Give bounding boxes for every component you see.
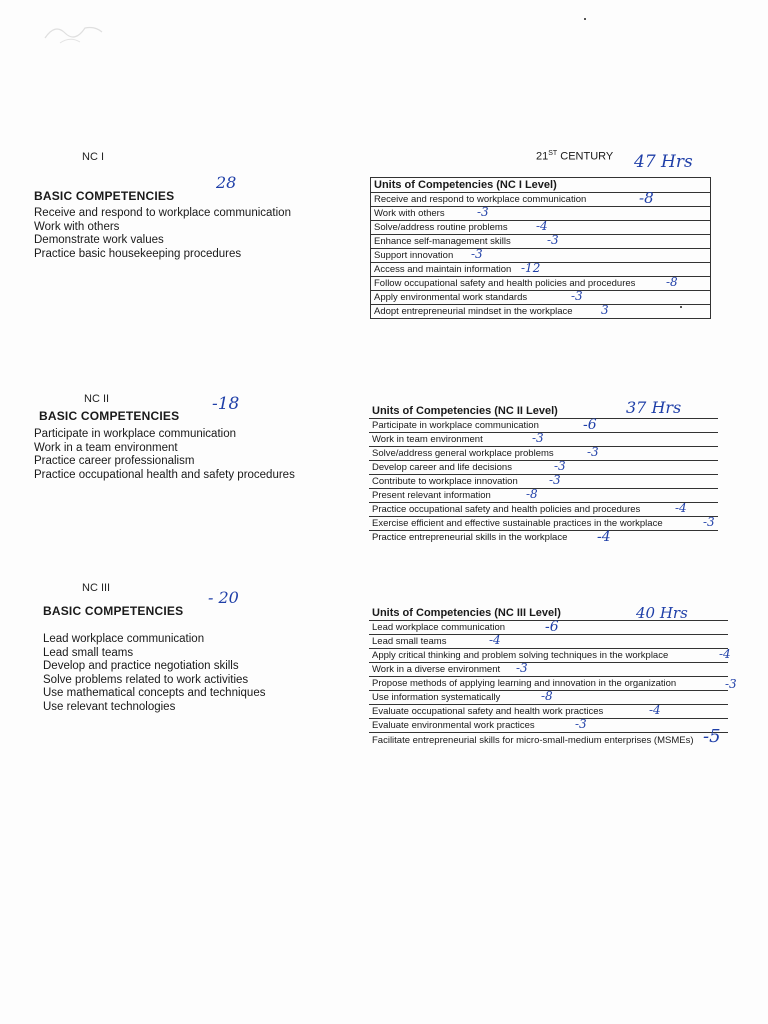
- table-row: Access and maintain information -12: [374, 261, 541, 275]
- table-row: Use information systematically -8: [372, 689, 553, 703]
- table-row: Follow occupational safety and health policies and procedures -8: [374, 275, 678, 289]
- table-row: Exercise efficient and effective sustainable practices in the workplace -3: [372, 515, 715, 529]
- nc3-basic-list: [43, 633, 265, 715]
- table-row: Apply critical thinking and problem solving techniques in the workplace -4: [372, 647, 731, 661]
- table-row: Work in team environment -3: [372, 431, 544, 445]
- scribble-mark: [40, 18, 110, 48]
- table-title: Units of Competencies (NC I Level): [374, 179, 557, 191]
- nc1-table-hours-note: 47 Hrs: [634, 152, 693, 172]
- table-row: Solve/address general workplace problems -3: [372, 445, 599, 459]
- list-item: Demonstrate work values: [34, 234, 164, 247]
- nc2-level-label: NC II: [84, 393, 110, 405]
- stray-dot: [680, 306, 682, 308]
- table-row: Present relevant information -8: [372, 487, 538, 501]
- nc3-level-label: NC III: [82, 582, 111, 594]
- list-item: Lead small teams: [43, 646, 134, 659]
- table-row: Develop career and life decisions -3: [372, 459, 566, 473]
- list-item: Receive and respond to workplace communication: [34, 207, 291, 219]
- table-row: Participate in workplace communication -6: [372, 417, 597, 433]
- table-row: Practice occupational safety and health policies and procedures -4: [372, 501, 687, 515]
- nc1-basic-heading: BASIC COMPETENCIES: [34, 189, 175, 203]
- nc2-table-hours-note: 37 Hrs: [626, 398, 682, 417]
- table-row: Support innovation -3: [374, 247, 483, 261]
- table-row: Evaluate environmental work practices -3: [372, 717, 587, 731]
- table-row: Contribute to workplace innovation -3: [372, 473, 561, 487]
- list-item: Practice occupational health and safety procedures: [34, 468, 295, 481]
- table-title: Units of Competencies (NC II Level): [372, 405, 558, 417]
- nc2-hours-note: -18: [212, 394, 240, 414]
- nc1-units-table: [370, 177, 711, 319]
- nc1-basic-list: [34, 207, 291, 261]
- table-row: Propose methods of applying learning and innovation in the organization -3: [372, 677, 737, 691]
- nc3-hours-note: - 20: [208, 588, 239, 607]
- table-title: Units of Competencies (NC III Level): [372, 607, 561, 619]
- nc3-units-table: [369, 606, 737, 747]
- table-row: Apply environmental work standards -3: [374, 289, 583, 303]
- century-label: 21ST CENTURY: [536, 150, 614, 163]
- list-item: Lead workplace communication: [43, 633, 205, 645]
- nc1-level-label: NC I: [82, 151, 104, 163]
- list-item: Practice basic housekeeping procedures: [34, 247, 242, 260]
- nc1-hours-note: 28: [216, 173, 237, 192]
- table-row: Solve/address routine problems -4: [374, 219, 548, 233]
- table-row: Lead small teams -4: [372, 633, 501, 647]
- list-item: Work with others: [34, 220, 120, 233]
- list-item: Develop and practice negotiation skills: [43, 660, 239, 673]
- list-item: Use mathematical concepts and techniques: [43, 687, 266, 700]
- list-item: Work in a team environment: [34, 441, 178, 454]
- table-row: Work with others -3: [374, 205, 489, 219]
- table-row: Facilitate entrepreneurial skills for micro-small-medium enterprises (MSMEs) -5: [372, 726, 721, 747]
- stray-dot: [584, 18, 586, 20]
- nc2-basic-heading: BASIC COMPETENCIES: [39, 409, 180, 423]
- nc2-units-table: [369, 404, 718, 544]
- nc3-table-hours-note: 40 Hrs: [636, 604, 688, 622]
- list-item: Use relevant technologies: [43, 700, 176, 713]
- list-item: Practice career professionalism: [34, 455, 195, 468]
- table-row: Work in a diverse environment -3: [372, 661, 528, 675]
- list-item: Participate in workplace communication: [34, 428, 236, 440]
- table-row: Practice entrepreneurial skills in the workplace -4: [372, 529, 611, 545]
- table-row: Enhance self-management skills -3: [374, 233, 559, 247]
- nc2-basic-list: [34, 428, 295, 482]
- nc3-basic-heading: BASIC COMPETENCIES: [43, 604, 184, 618]
- table-row: Evaluate occupational safety and health work practices -4: [372, 703, 661, 717]
- table-row: Lead workplace communication -6: [372, 619, 559, 635]
- table-row: Adopt entrepreneurial mindset in the workplace 3: [374, 303, 609, 317]
- table-row: Receive and respond to workplace communication -8: [374, 189, 654, 207]
- list-item: Solve problems related to work activities: [43, 673, 249, 686]
